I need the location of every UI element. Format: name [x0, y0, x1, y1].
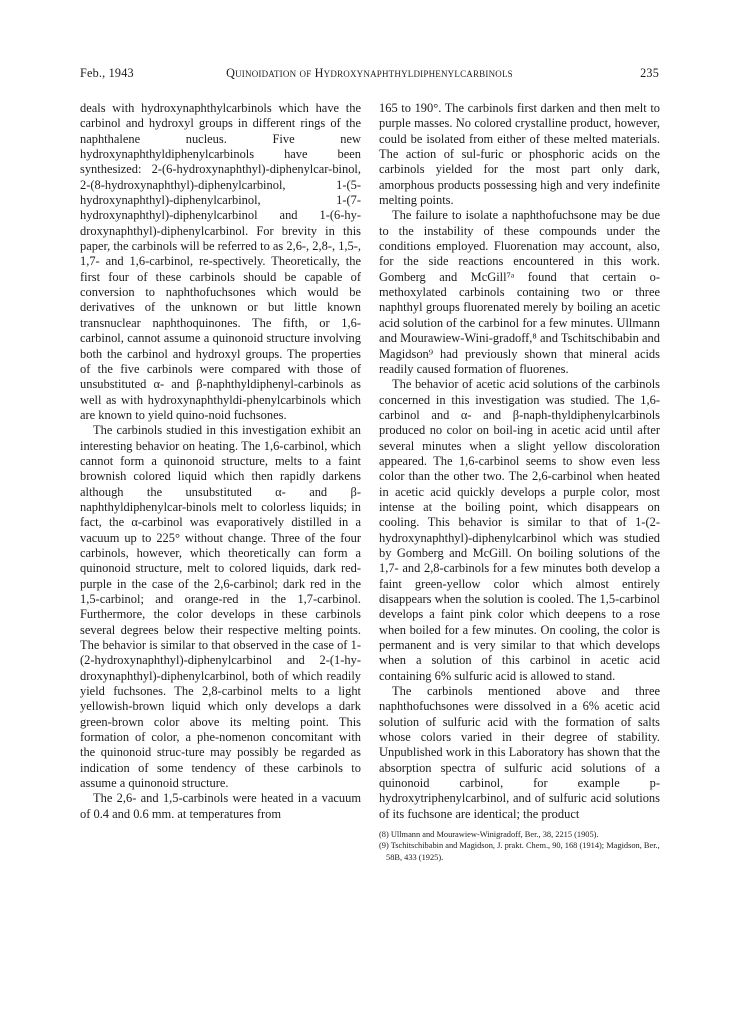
paragraph: The carbinols studied in this investigation exhibit an interesting behavior on heating. The 1,6-carbinol, which cannot form a quinonoid structure, melts to a faint brownish colored liquid which then rapidly darkens although the unsubstituted α- and β-naphthyldiphenylcar-binols melt to colorless liquids; in fact, the α-carbinol was evaporatively distilled in a vacuum up to 225° without change. Three of the four carbinols, however, which theoretically can form a quinonoid structure, melt to colored liquids, dark red-purple in the case of the 2,6-carbinol; dark red in the 1,5-carbinol; and orange-red in the 1,7-carbinol. Furthermore, the color develops in these carbinols several degrees below their respective melting points. The behavior is similar to that observed in the case of 1-(2-hydroxynaphthyl)-diphenylcarbinol and 2-(1-hy-droxynaphthyl)-diphenylcarbinol, both of which readily yield fuchsones. The 2,8-carbinol melts to a light yellowish-brown liquid which only develops a dark green-brown color above its melting point. This formation of color, a phe-nomenon concomitant with the quinonoid struc-ture may possibly be regarded as indication of some tendency of these carbinols to assume a quinonoid structure. — [80, 423, 361, 791]
page-number: 235 — [640, 66, 659, 80]
running-header — [80, 66, 659, 84]
paragraph: The behavior of acetic acid solutions of the carbinols concerned in this investigation was studied. The 1,6-carbinol and α- and β-naph-thyldiphenylcarbinols produced no color on boil-ing in acetic acid until after several minutes when a slight yellow discoloration appeared. The 1,6-carbinol seems to show even less color than the other two. The 2,6-carbinol when heated in acetic acid quickly develops a purple color, most intense at the boiling point, which disappears on cooling. This behavior is similar to that of 1-(2-hydroxynaphthyl)-diphenylcarbinol which was studied by Gomberg and McGill. On boiling solutions of the 1,7- and 2,8-carbinols for a few minutes both develop a faint green-yellow color which almost entirely disappears when the solution is cooled. The 1,5-carbinol develops a faint pink color which deepens to a rose when boiled for a few minutes. On cooling, the color is permanent and is very similar to that which develops when a solution of this carbinol in acetic acid containing 6% sulfuric acid is allowed to stand. — [379, 377, 660, 683]
footnotes — [379, 829, 660, 863]
left-column — [80, 101, 361, 822]
paragraph: deals with hydroxynaphthylcarbinols which have the carbinol and hydroxyl groups in different rings of the naphthalene nucleus. Five new hydroxynaphthyldiphenylcarbinols have been synthesized: 2-(6-hydroxynaphthyl)-diphenylcar-binol, 2-(8-hydroxynaphthyl)-diphenylcarbinol, 1-(5-hydroxynaphthyl)-diphenylcarbinol, 1-(7-hydroxynaphthyl)-diphenylcarbinol and 1-(6-hy-droxynaphthyl)-diphenylcarbinol. For brevity in this paper, the carbinols will be referred to as 2,6-, 2,8-, 1,5-, 1,7- and 1,6-carbinol, re-spectively. Theoretically, the first four of these carbinols should be capable of conversion to naphthofuchsones which would be derivatives of the unknown or but little known transnuclear naphthoquinones. The fifth, or 1,6-carbinol, cannot assume a quinonoid structure involving both the carbinol and hydroxyl groups. The properties of the five carbinols were compared with those of unsubstituted α- and β-naphthyldiphenyl-carbinols as well as with hydroxynaphthyldi-phenylcarbinols which are known to yield quino-noid fuchsones. — [80, 101, 361, 422]
right-column — [379, 101, 660, 863]
paragraph: The failure to isolate a naphthofuchsone may be due to the instability of these compounds under the conditions employed. Fluorenation may account, also, for the side reactions encountered in this work. Gomberg and McGill⁷ᵃ found that certain o-methoxylated carbinols containing two or three naphthyl groups fluorenated merely by boiling an acetic acid solution of the carbinol for a few minutes. Ullmann and Mourawiew-Wini-gradoff,⁸ and Tschitschibabin and Magidson⁹ had previously shown that mineral acids readily caused formation of fluorenes. — [379, 208, 660, 376]
paragraph: The carbinols mentioned above and three naphthofuchsones were dissolved in a 6% acetic acid solution of sulfuric acid with the formation of salts whose colors varied in their degree of stability. Unpublished work in this Laboratory has shown that the absorption spectra of sulfuric acid solutions of a quinonoid carbinol, for example p-hydroxytriphenylcarbinol, and of sulfuric acid solutions of its fuchsone are identical; the product — [379, 684, 660, 821]
running-title: Quinoidation of Hydroxynaphthyldiphenylcarbinols — [226, 66, 513, 80]
paragraph: The 2,6- and 1,5-carbinols were heated in a vacuum of 0.4 and 0.6 mm. at temperatures from — [80, 791, 361, 821]
footnote: (9) Tschitschibabin and Magidson, J. prakt. Chem., 90, 168 (1914); Magidson, Ber., 58B, 433 (1925). — [379, 841, 660, 862]
journal-date: Feb., 1943 — [80, 66, 134, 80]
paragraph: 165 to 190°. The carbinols first darken and then melt to purple masses. No colored crystalline product, however, could be isolated from either of these melted materials. The action of sul-furic or phosphoric acids on the carbinols yielded for the most part only dark, amorphous products possessing high and very indefinite melting points. — [379, 101, 660, 208]
footnote: (8) Ullmann and Mourawiew-Winigradoff, Ber., 38, 2215 (1905). — [379, 830, 599, 840]
